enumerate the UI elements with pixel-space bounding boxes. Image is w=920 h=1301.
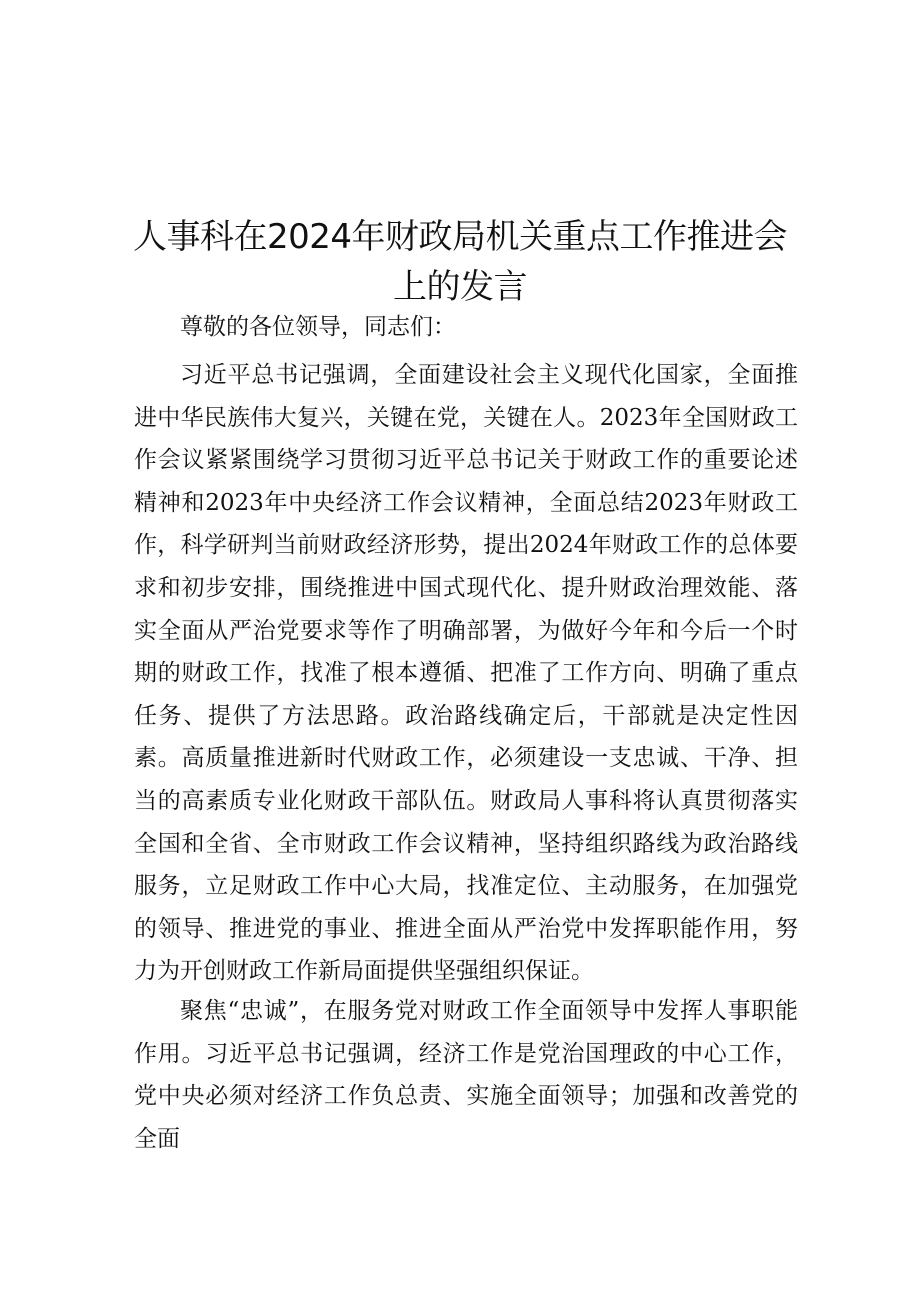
paragraph-2: 聚焦“忠诚”，在服务党对财政工作全面领导中发挥人事职能作用。习近平总书记强调，经济工作是党治国理政的中心工作，党中央必须对经济工作负总责、实施全面领导；加强和改善党的全面 xyxy=(134,998,798,1152)
document-title: 人事科在2024年财政局机关重点工作推进会上的发言 xyxy=(132,217,788,307)
salutation: 尊敬的各位领导，同志们： xyxy=(180,314,456,340)
paragraph-1: 习近平总书记强调，全面建设社会主义现代化国家，全面推进中华民族伟大复兴，关键在党，关键在人。2023年全国财政工作会议紧紧围绕学习贯彻习近平总书记关于财政工作的重要论述精神和2023年中央经济工作会议精神，全面总结2023年财政工作，科学研判当前财政经济形势，提出2024年财政工作的总体要求和初步安排，围绕推进中国式现代化、提升财政治理效能、落实全面从严治党要求等作了明确部署，为做好今年和今后一个时期的财政工作，找准了根本遵循、把准了工作方向、明确了重点任务、提供了方法思路。政治路线确定后，干部就是决定性因素。高质量推进新时代财政工作，必须建设一支忠诚、干净、担当的高素质专业化财政干部队伍。财政局人事科将认真贯彻落实全国和全省、全市财政工作会议精神，坚持组织路线为政治路线服务，立足财政工作中心大局，找准定位、主动服务，在加强党的领导、推进党的事业、推进全面从严治党中发挥职能作用，努力为开创财政工作新局面提供坚强组织保证。 xyxy=(134,362,798,985)
